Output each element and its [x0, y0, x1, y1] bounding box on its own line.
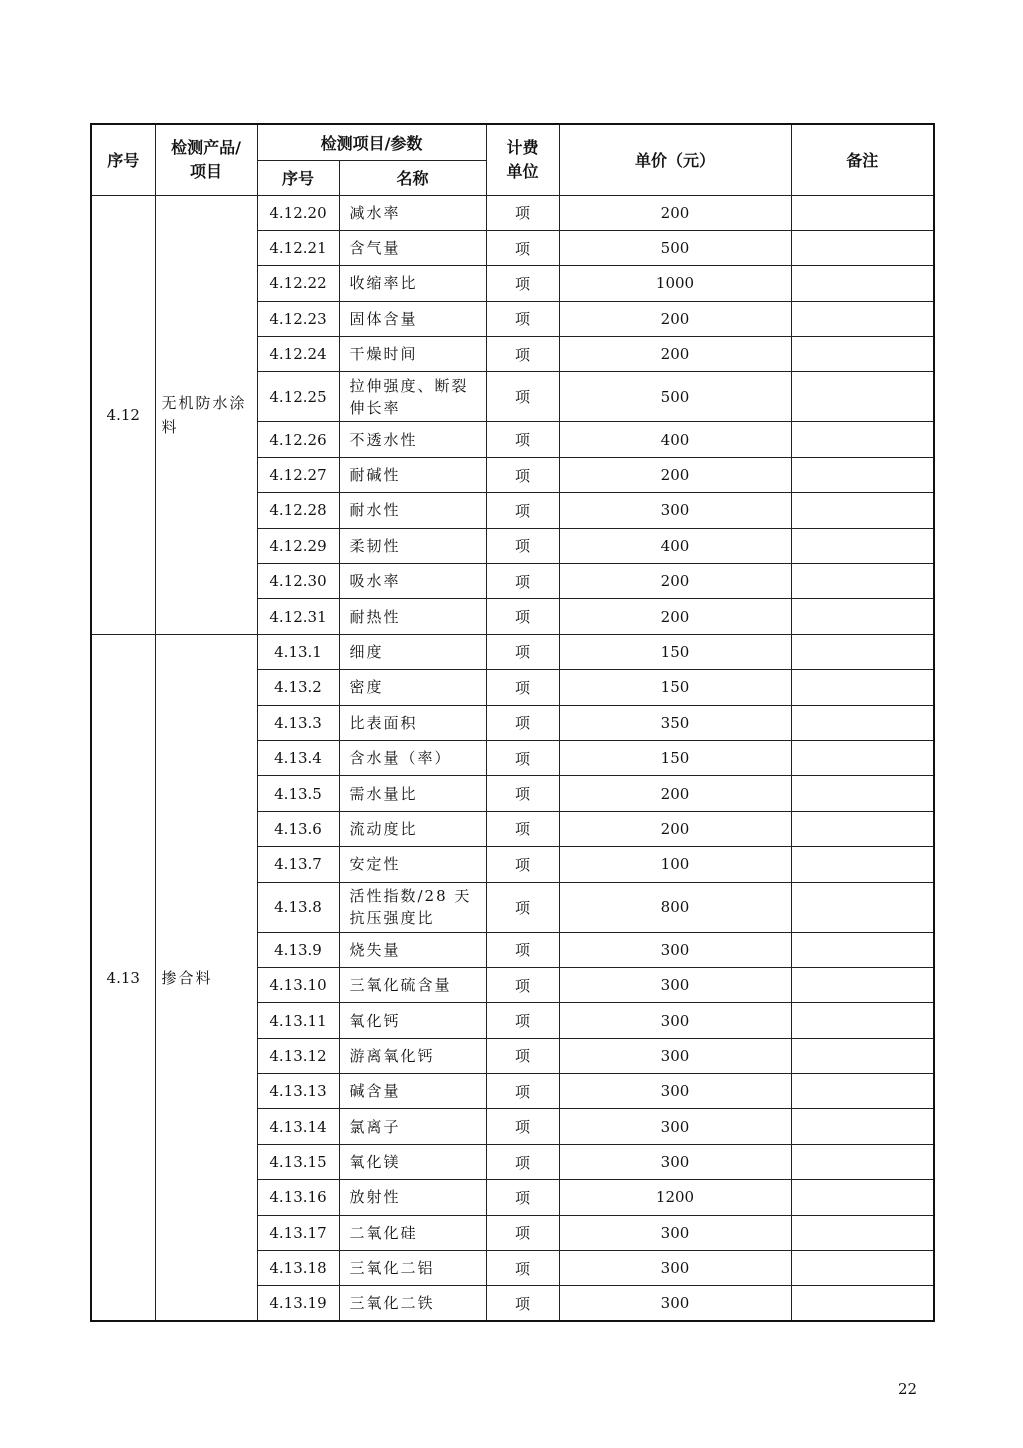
header-unit: 计费单位 — [486, 124, 559, 195]
item-seq: 4.12.22 — [257, 266, 339, 301]
item-remark — [791, 705, 934, 740]
item-seq: 4.13.16 — [257, 1180, 339, 1215]
item-name: 拉伸强度、断裂伸长率 — [339, 372, 486, 422]
item-remark — [791, 1144, 934, 1179]
item-seq: 4.13.3 — [257, 705, 339, 740]
item-seq: 4.13.13 — [257, 1074, 339, 1109]
item-unit: 项 — [486, 1215, 559, 1250]
table-body — [91, 195, 934, 1321]
item-remark — [791, 230, 934, 265]
item-price: 300 — [559, 932, 791, 967]
header-price: 单价（元） — [559, 124, 791, 195]
item-name: 需水量比 — [339, 776, 486, 811]
item-name: 三氧化二铝 — [339, 1251, 486, 1286]
item-unit: 项 — [486, 1109, 559, 1144]
item-remark — [791, 634, 934, 669]
item-price: 300 — [559, 967, 791, 1002]
item-price: 300 — [559, 1003, 791, 1038]
item-seq: 4.13.1 — [257, 634, 339, 669]
item-seq: 4.12.27 — [257, 457, 339, 492]
header-item-group: 检测项目/参数 — [257, 124, 486, 160]
group-product: 掺合料 — [155, 634, 257, 1321]
item-remark — [791, 1251, 934, 1286]
item-remark — [791, 1074, 934, 1109]
item-remark — [791, 195, 934, 230]
item-remark — [791, 599, 934, 634]
item-name: 氧化镁 — [339, 1144, 486, 1179]
item-seq: 4.13.18 — [257, 1251, 339, 1286]
item-price: 150 — [559, 670, 791, 705]
item-remark — [791, 564, 934, 599]
item-name: 比表面积 — [339, 705, 486, 740]
item-name: 耐水性 — [339, 493, 486, 528]
item-price: 200 — [559, 195, 791, 230]
item-name: 二氧化硅 — [339, 1215, 486, 1250]
item-price: 300 — [559, 1038, 791, 1073]
item-name: 耐热性 — [339, 599, 486, 634]
item-seq: 4.12.30 — [257, 564, 339, 599]
item-price: 350 — [559, 705, 791, 740]
item-remark — [791, 422, 934, 457]
item-unit: 项 — [486, 776, 559, 811]
item-seq: 4.13.11 — [257, 1003, 339, 1038]
item-remark — [791, 1286, 934, 1321]
item-remark — [791, 1038, 934, 1073]
item-remark — [791, 337, 934, 372]
item-unit: 项 — [486, 457, 559, 492]
item-remark — [791, 811, 934, 846]
item-seq: 4.12.24 — [257, 337, 339, 372]
item-price: 200 — [559, 811, 791, 846]
item-seq: 4.13.2 — [257, 670, 339, 705]
item-unit: 项 — [486, 337, 559, 372]
item-unit: 项 — [486, 882, 559, 932]
item-price: 200 — [559, 457, 791, 492]
item-remark — [791, 1180, 934, 1215]
item-remark — [791, 493, 934, 528]
item-unit: 项 — [486, 1074, 559, 1109]
item-remark — [791, 670, 934, 705]
item-unit: 项 — [486, 1144, 559, 1179]
item-price: 400 — [559, 528, 791, 563]
item-remark — [791, 740, 934, 775]
item-name: 氧化钙 — [339, 1003, 486, 1038]
item-seq: 4.12.23 — [257, 301, 339, 336]
item-price: 150 — [559, 634, 791, 669]
item-unit: 项 — [486, 811, 559, 846]
item-seq: 4.12.26 — [257, 422, 339, 457]
header-item-seq: 序号 — [257, 160, 339, 195]
item-name: 耐碱性 — [339, 457, 486, 492]
item-price: 400 — [559, 422, 791, 457]
item-name: 柔韧性 — [339, 528, 486, 563]
item-name: 含气量 — [339, 230, 486, 265]
item-name: 密度 — [339, 670, 486, 705]
item-seq: 4.12.20 — [257, 195, 339, 230]
item-unit: 项 — [486, 599, 559, 634]
table-row — [91, 634, 934, 669]
item-price: 100 — [559, 847, 791, 882]
header-remark: 备注 — [791, 124, 934, 195]
item-unit: 项 — [486, 564, 559, 599]
header-item-name: 名称 — [339, 160, 486, 195]
item-price: 300 — [559, 1144, 791, 1179]
item-seq: 4.13.12 — [257, 1038, 339, 1073]
item-unit: 项 — [486, 372, 559, 422]
price-table — [90, 123, 935, 1322]
item-name: 碱含量 — [339, 1074, 486, 1109]
item-unit: 项 — [486, 230, 559, 265]
item-price: 300 — [559, 1074, 791, 1109]
item-unit: 项 — [486, 932, 559, 967]
item-name: 不透水性 — [339, 422, 486, 457]
item-price: 300 — [559, 493, 791, 528]
item-unit: 项 — [486, 1038, 559, 1073]
item-unit: 项 — [486, 705, 559, 740]
item-name: 固体含量 — [339, 301, 486, 336]
item-name: 放射性 — [339, 1180, 486, 1215]
item-seq: 4.13.14 — [257, 1109, 339, 1144]
item-unit: 项 — [486, 195, 559, 230]
item-remark — [791, 776, 934, 811]
item-unit: 项 — [486, 422, 559, 457]
item-unit: 项 — [486, 740, 559, 775]
item-unit: 项 — [486, 847, 559, 882]
header-seq: 序号 — [91, 124, 155, 195]
group-seq: 4.12 — [91, 195, 155, 634]
item-name: 含水量（率） — [339, 740, 486, 775]
item-name: 干燥时间 — [339, 337, 486, 372]
item-seq: 4.13.6 — [257, 811, 339, 846]
item-price: 150 — [559, 740, 791, 775]
item-price: 200 — [559, 337, 791, 372]
item-remark — [791, 528, 934, 563]
item-seq: 4.13.10 — [257, 967, 339, 1002]
item-unit: 项 — [486, 1286, 559, 1321]
group-seq: 4.13 — [91, 634, 155, 1321]
item-remark — [791, 1109, 934, 1144]
item-seq: 4.13.17 — [257, 1215, 339, 1250]
group-product: 无机防水涂料 — [155, 195, 257, 634]
item-name: 氯离子 — [339, 1109, 486, 1144]
page-number: 22 — [898, 1380, 918, 1398]
item-price: 1000 — [559, 266, 791, 301]
item-unit: 项 — [486, 1251, 559, 1286]
item-seq: 4.13.4 — [257, 740, 339, 775]
item-seq: 4.13.8 — [257, 882, 339, 932]
item-seq: 4.12.21 — [257, 230, 339, 265]
item-unit: 项 — [486, 1003, 559, 1038]
item-name: 烧失量 — [339, 932, 486, 967]
item-remark — [791, 372, 934, 422]
item-price: 1200 — [559, 1180, 791, 1215]
item-remark — [791, 1215, 934, 1250]
item-price: 200 — [559, 301, 791, 336]
item-unit: 项 — [486, 266, 559, 301]
item-seq: 4.12.29 — [257, 528, 339, 563]
item-unit: 项 — [486, 634, 559, 669]
item-price: 300 — [559, 1286, 791, 1321]
item-unit: 项 — [486, 670, 559, 705]
item-remark — [791, 967, 934, 1002]
item-name: 收缩率比 — [339, 266, 486, 301]
item-seq: 4.13.7 — [257, 847, 339, 882]
item-price: 200 — [559, 564, 791, 599]
item-remark — [791, 932, 934, 967]
item-seq: 4.13.15 — [257, 1144, 339, 1179]
item-unit: 项 — [486, 967, 559, 1002]
item-remark — [791, 882, 934, 932]
item-seq: 4.13.19 — [257, 1286, 339, 1321]
item-price: 500 — [559, 230, 791, 265]
table-row — [91, 195, 934, 230]
header-product: 检测产品/项目 — [155, 124, 257, 195]
item-price: 800 — [559, 882, 791, 932]
item-name: 三氧化硫含量 — [339, 967, 486, 1002]
item-name: 三氧化二铁 — [339, 1286, 486, 1321]
item-seq: 4.12.31 — [257, 599, 339, 634]
item-seq: 4.12.25 — [257, 372, 339, 422]
item-unit: 项 — [486, 528, 559, 563]
item-seq: 4.12.28 — [257, 493, 339, 528]
item-name: 吸水率 — [339, 564, 486, 599]
item-name: 流动度比 — [339, 811, 486, 846]
item-unit: 项 — [486, 1180, 559, 1215]
item-seq: 4.13.9 — [257, 932, 339, 967]
item-name: 活性指数/28 天抗压强度比 — [339, 882, 486, 932]
item-name: 减水率 — [339, 195, 486, 230]
item-price: 300 — [559, 1215, 791, 1250]
item-unit: 项 — [486, 301, 559, 336]
item-remark — [791, 457, 934, 492]
item-price: 200 — [559, 776, 791, 811]
item-name: 细度 — [339, 634, 486, 669]
item-name: 安定性 — [339, 847, 486, 882]
item-remark — [791, 1003, 934, 1038]
item-price: 300 — [559, 1251, 791, 1286]
item-remark — [791, 266, 934, 301]
item-unit: 项 — [486, 493, 559, 528]
item-remark — [791, 301, 934, 336]
item-remark — [791, 847, 934, 882]
item-price: 500 — [559, 372, 791, 422]
item-name: 游离氧化钙 — [339, 1038, 486, 1073]
item-price: 300 — [559, 1109, 791, 1144]
item-price: 200 — [559, 599, 791, 634]
item-seq: 4.13.5 — [257, 776, 339, 811]
